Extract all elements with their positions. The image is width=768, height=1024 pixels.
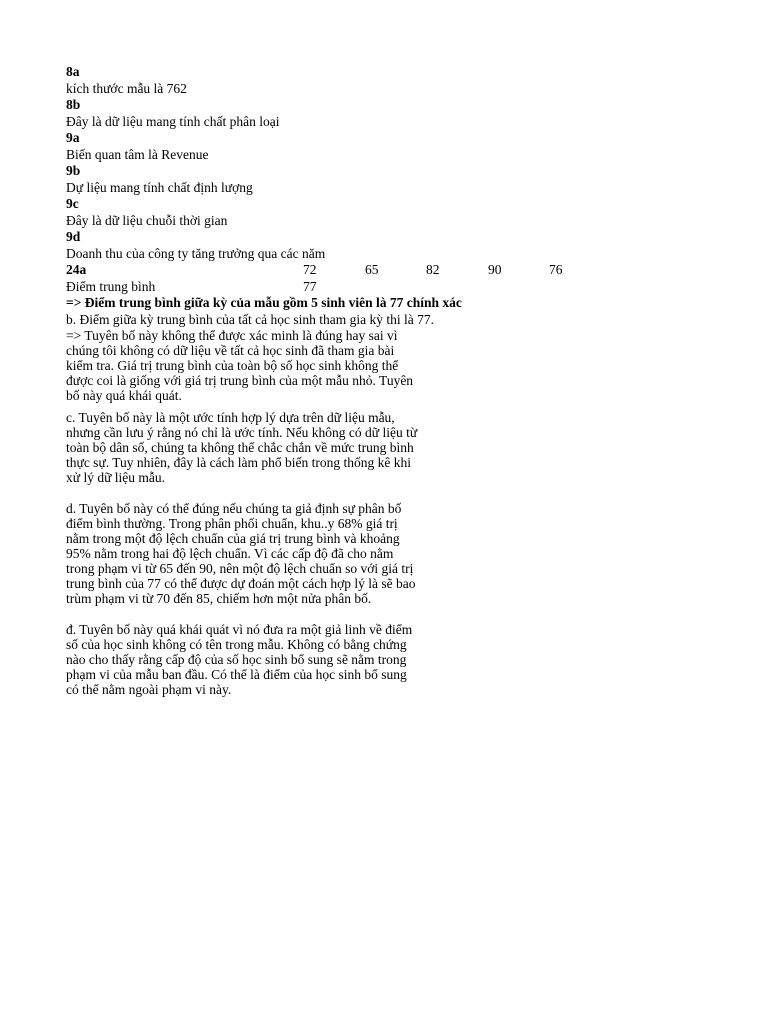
answer-9a: Biến quan tâm là Revenue bbox=[66, 146, 209, 162]
paragraph-line: số của học sinh không có tên trong mẫu. Không có bằng chứng bbox=[66, 637, 407, 652]
paragraph-line: nào cho thấy rằng cấp độ của số học sinh bổ sung sẽ nằm trong bbox=[66, 652, 407, 667]
score-cell: 82 bbox=[426, 262, 440, 277]
paragraph-line: có thể nằm ngoài phạm vi này. bbox=[66, 682, 232, 697]
paragraph-line: đ. Tuyên bố này quá khái quát vì nó đưa ra một giả linh về điểm bbox=[66, 622, 413, 637]
answer-9b: Dự liệu mang tính chất định lượng bbox=[66, 179, 253, 195]
part-b-question: b. Điểm giữa kỳ trung bình của tất cả học sinh tham gia kỳ thi là 77. bbox=[66, 311, 434, 327]
paragraph-line: kiểm tra. Giá trị trung bình của toàn bộ số học sinh không thể bbox=[66, 358, 399, 373]
heading-9d: 9d bbox=[66, 229, 81, 244]
paragraph-line: => Tuyên bố này không thể được xác minh là đúng hay sai vì bbox=[66, 328, 398, 343]
paragraph-line: 95% nằm trong hai độ lệch chuẩn. Vì các cấp độ đã cho nằm bbox=[66, 546, 394, 561]
paragraph-line: thực sự. Tuy nhiên, đây là cách làm phổ biến trong thống kê khi bbox=[66, 455, 411, 470]
answer-8b: Đây là dữ liệu mang tính chất phân loại bbox=[66, 113, 280, 129]
part-c-paragraph bbox=[66, 410, 446, 485]
part-d-paragraph bbox=[66, 501, 446, 606]
paragraph-line: nằm trong một độ lệch chuẩn của giá trị trung bình và khoảng bbox=[66, 531, 400, 546]
heading-9a: 9a bbox=[66, 130, 80, 145]
paragraph-line: điểm bình thường. Trong phân phối chuẩn, khu..y 68% giá trị bbox=[66, 516, 398, 531]
paragraph-line: được coi là giống với giá trị trung bình của một mẫu nhỏ. Tuyên bbox=[66, 373, 414, 388]
answer-9d: Doanh thu của công ty tăng trưởng qua các năm bbox=[66, 245, 326, 261]
heading-24a: 24a bbox=[66, 262, 87, 277]
heading-8b: 8b bbox=[66, 97, 81, 112]
paragraph-line: nhưng cần lưu ý rằng nó chỉ là ước tính. Nếu không có dữ liệu từ bbox=[66, 425, 418, 440]
paragraph-line: d. Tuyên bố này có thể đúng nếu chúng ta giả định sự phân bố bbox=[66, 501, 402, 516]
score-cell: 72 bbox=[303, 262, 317, 277]
part-b-paragraph bbox=[66, 312, 446, 404]
paragraph-line: trung bình của 77 có thể được dự đoán một cách hợp lý là sẽ bao bbox=[66, 576, 416, 591]
heading-9b: 9b bbox=[66, 163, 81, 178]
paragraph-line: c. Tuyên bố này là một ước tính hợp lý dựa trên dữ liệu mẫu, bbox=[66, 410, 395, 425]
answer-9c: Đây là dữ liệu chuỗi thời gian bbox=[66, 212, 228, 228]
paragraph-line: bố này quá khái quát. bbox=[66, 388, 182, 403]
average-row bbox=[66, 279, 706, 296]
paragraph-line: toàn bộ dân số, chúng ta không thể chắc chắn về mức trung bình bbox=[66, 440, 414, 455]
paragraph-line: xử lý dữ liệu mẫu. bbox=[66, 470, 165, 485]
paragraph-line: trong phạm vi từ 65 đến 90, nên một độ lệch chuẩn so với giá trị bbox=[66, 561, 414, 576]
score-cell: 76 bbox=[549, 262, 563, 277]
score-cell: 65 bbox=[365, 262, 379, 277]
average-value: 77 bbox=[303, 278, 317, 294]
conclusion-line: => Điểm trung bình giữa kỳ của mẫu gồm 5 sinh viên là 77 chính xác bbox=[66, 295, 462, 310]
score-cell: 90 bbox=[488, 262, 502, 277]
answer-8a: kích thước mẫu là 762 bbox=[66, 80, 187, 96]
document-page bbox=[66, 64, 706, 697]
paragraph-line: phạm vi của mẫu ban đầu. Có thể là điểm của học sinh bổ sung bbox=[66, 667, 407, 682]
paragraph-line: trùm phạm vi từ 70 đến 85, chiếm hơn một nửa phân bố. bbox=[66, 591, 372, 606]
average-label: Điểm trung bình bbox=[66, 278, 156, 294]
scores-row bbox=[66, 262, 706, 279]
part-e-paragraph bbox=[66, 622, 446, 697]
heading-8a: 8a bbox=[66, 64, 80, 79]
heading-9c: 9c bbox=[66, 196, 79, 211]
paragraph-line: chúng tôi không có dữ liệu về tất cả học sinh đã tham gia bài bbox=[66, 343, 395, 358]
